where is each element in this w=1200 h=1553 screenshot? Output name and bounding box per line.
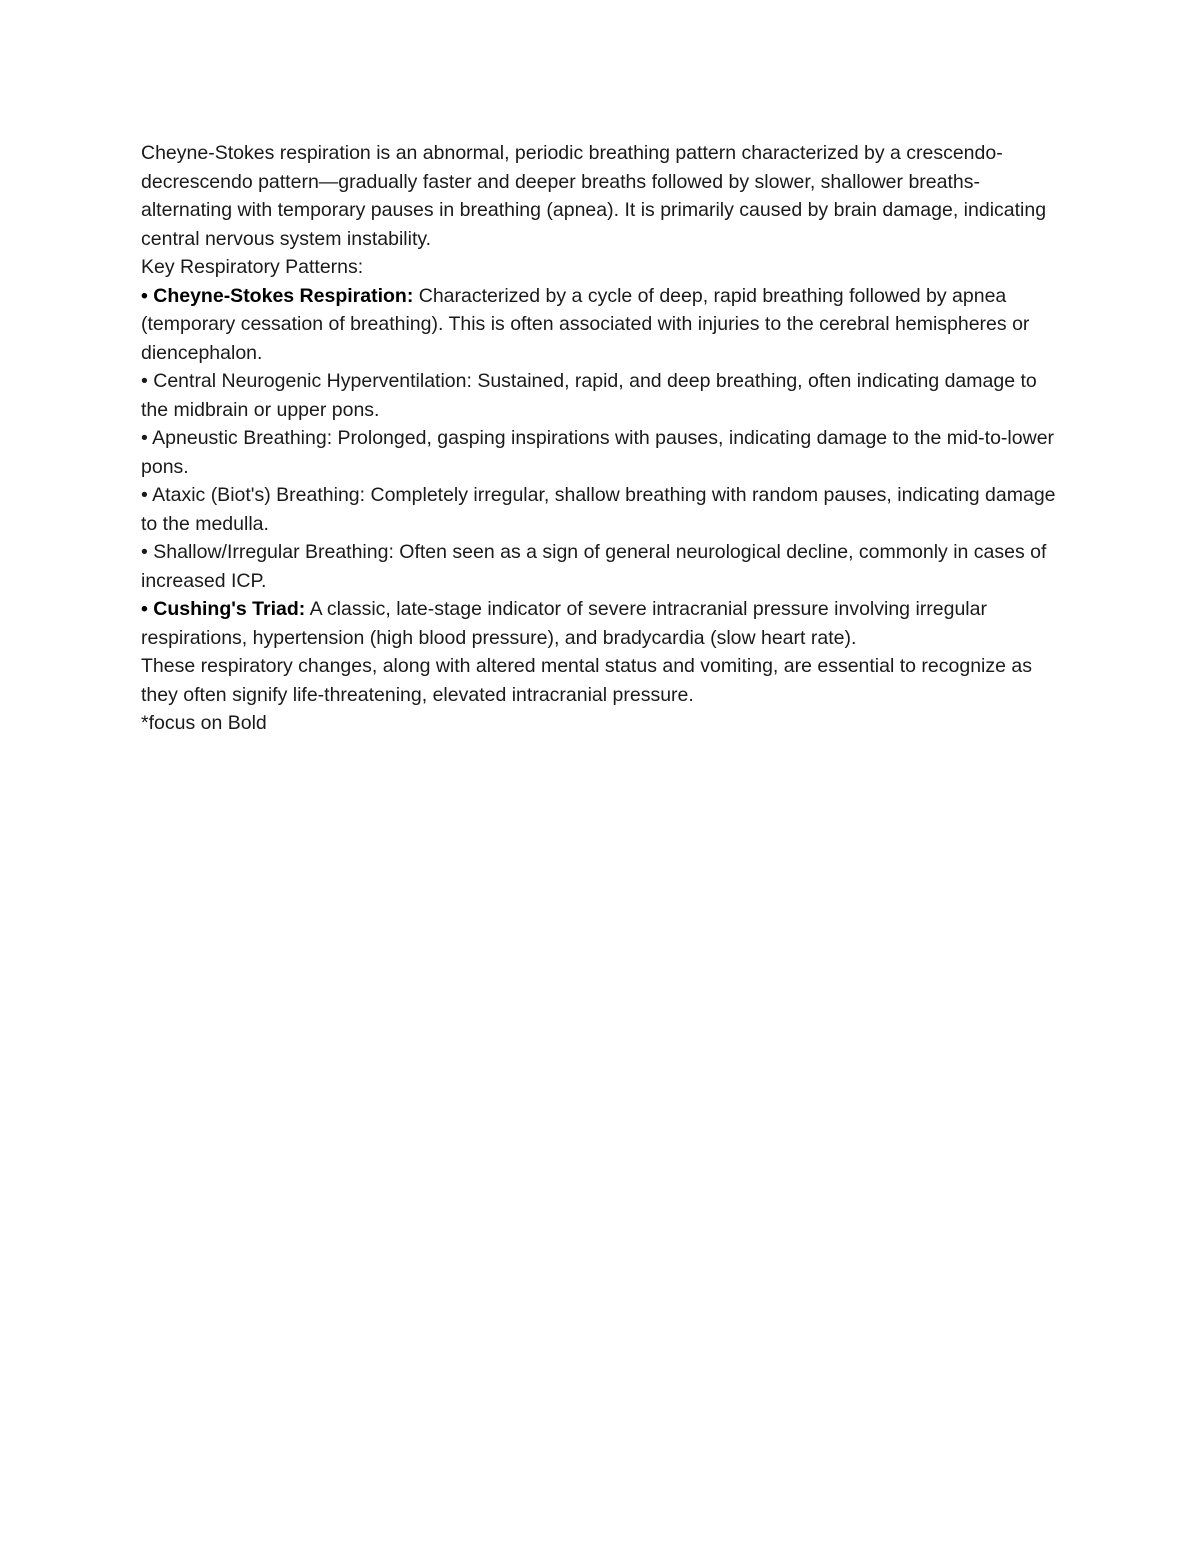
item-description: Characterized by a cycle of deep, rapid breathing followed by apnea (temporary cessation of breathing). This is often associated with injuries to the cerebral hemispheres or diencephalon.	[141, 284, 1030, 364]
item-text: Central Neurogenic Hyperventilation: Sustained, rapid, and deep breathing, often indicating damage to the midbrain or upper pons.	[141, 370, 1037, 421]
item-term: Cheyne-Stokes Respiration:	[153, 284, 414, 307]
list-item-shallow-irregular	[141, 538, 1066, 595]
list-item-apneustic	[141, 424, 1066, 481]
intro-paragraph: Cheyne-Stokes respiration is an abnormal, periodic breathing pattern characterized by a crescendo-decrescendo pattern—gradually faster and deeper breaths followed by slower, shallower breaths-alternating with temporary pauses in breathing (apnea). It is primarily caused by brain damage, indicating central nervous system instability.	[141, 142, 1047, 250]
item-term: Cushing's Triad:	[153, 598, 306, 620]
list-item-central-neurogenic	[141, 367, 1066, 424]
item-description: A classic, late-stage indicator of severe intracranial pressure involving irregular respirations, hypertension (high blood pressure), and bradycardia (slow heart rate).	[141, 598, 987, 649]
list-item-cushings-triad	[141, 595, 1066, 652]
list-item-cheyne-stokes	[141, 282, 1066, 368]
item-text: Shallow/Irregular Breathing: Often seen as a sign of general neurological decline, commonly in cases of increased ICP.	[141, 541, 1047, 592]
bullet: •	[141, 541, 148, 563]
list-item-ataxic	[141, 481, 1066, 538]
section-heading: Key Respiratory Patterns:	[141, 256, 364, 278]
bullet: •	[141, 284, 148, 307]
closing-paragraph: These respiratory changes, along with altered mental status and vomiting, are essential to recognize as they often signify life-threatening, elevated intracranial pressure.	[141, 655, 1032, 706]
item-text: Apneustic Breathing: Prolonged, gasping inspirations with pauses, indicating damage to the mid-to-lower pons.	[141, 427, 1055, 478]
bullet: •	[141, 370, 148, 392]
bullet: •	[141, 598, 148, 620]
item-text: Ataxic (Biot's) Breathing: Completely irregular, shallow breathing with random pauses, indicating damage to the medulla.	[141, 484, 1056, 535]
bullet: •	[141, 484, 148, 506]
footnote: *focus on Bold	[141, 712, 267, 734]
document-body	[141, 139, 1066, 738]
bullet: •	[141, 427, 148, 449]
